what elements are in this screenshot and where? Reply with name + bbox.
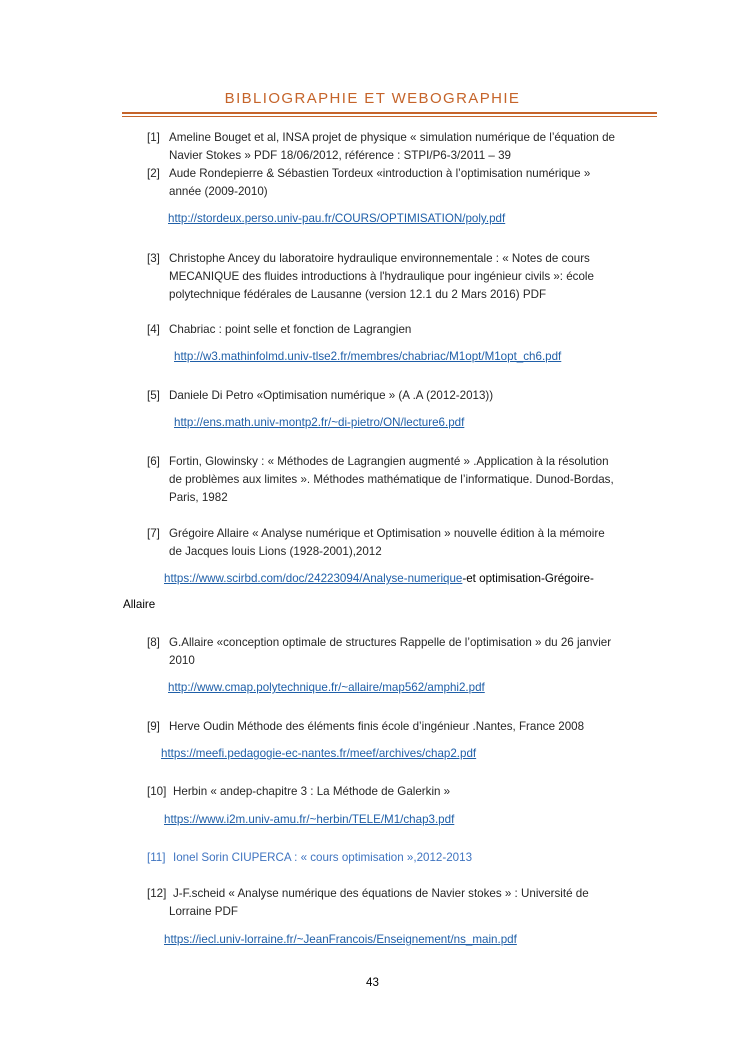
ref-number: [6] — [147, 455, 160, 468]
ref-text-line: Lorraine PDF — [169, 905, 238, 918]
ref-link[interactable]: https://iecl.univ-lorraine.fr/~JeanFrancois/Enseignement/ns_main.pdf — [164, 933, 517, 946]
ref-text-line: Grégoire Allaire « Analyse numérique et Optimisation » nouvelle édition à la mémoire — [169, 527, 605, 540]
ref-text-line: 2010 — [169, 654, 195, 667]
ref-number: [11] — [147, 851, 166, 864]
ref-number: [7] — [147, 527, 160, 540]
ref-link-line — [164, 570, 594, 588]
ref-text-line: Paris, 1982 — [169, 491, 228, 504]
ref-number: [10] — [147, 785, 167, 798]
ref-link-tail-wrap: Allaire — [123, 598, 156, 611]
ref-link[interactable]: https://www.scirbd.com/doc/24223094/Analyse-numerique — [164, 572, 463, 585]
ref-link[interactable]: http://ens.math.univ-montp2.fr/~di-pietro/ON/lecture6.pdf — [174, 416, 465, 429]
ref-text-line: Ameline Bouget et al, INSA projet de physique « simulation numérique de l’équation de — [169, 131, 615, 144]
title-rule-bottom — [122, 116, 657, 117]
ref-link[interactable]: https://meefi.pedagogie-ec-nantes.fr/meef/archives/chap2.pdf — [161, 747, 477, 760]
ref-link[interactable]: http://www.cmap.polytechnique.fr/~allaire/map562/amphi2.pdf — [168, 681, 485, 694]
ref-number: [2] — [147, 167, 160, 180]
ref-text-line: Daniele Di Petro «Optimisation numérique » (A .A (2012-2013)) — [169, 389, 494, 402]
ref-number: [8] — [147, 636, 160, 649]
ref-text-line: Chabriac : point selle et fonction de Lagrangien — [169, 323, 412, 336]
ref-text-line: G.Allaire «conception optimale de structures Rappelle de l’optimisation » du 26 janvier — [169, 636, 612, 649]
page-title: BIBLIOGRAPHIE ET WEBOGRAPHIE — [224, 90, 521, 107]
ref-text-line: Herve Oudin Méthode des éléments finis école d’ingénieur .Nantes, France 2008 — [169, 720, 585, 733]
ref-number: [9] — [147, 720, 160, 733]
ref-text-line: de Jacques louis Lions (1928-2001),2012 — [169, 545, 382, 558]
ref-text-line: Ionel Sorin CIUPERCA : « cours optimisation »,2012-2013 — [173, 851, 473, 864]
ref-number: [4] — [147, 323, 160, 336]
ref-text-line: MECANIQUE des fluides introductions à l'hydraulique pour ingénieur civils »: école — [169, 270, 594, 283]
ref-link-tail: -et optimisation-Grégoire- — [462, 572, 594, 585]
ref-text-line: Navier Stokes » PDF 18/06/2012, référence : STPI/P6-3/2011 – 39 — [169, 149, 511, 162]
ref-number: [3] — [147, 252, 160, 265]
ref-text-line: année (2009-2010) — [169, 185, 268, 198]
ref-text-line: polytechnique fédérales de Lausanne (version 12.1 du 2 Mars 2016) PDF — [169, 288, 547, 301]
ref-number: [5] — [147, 389, 160, 402]
ref-text-line: Herbin « andep-chapitre 3 : La Méthode de Galerkin » — [173, 785, 451, 798]
ref-text-line: Christophe Ancey du laboratoire hydraulique environnementale : « Notes de cours — [169, 252, 590, 265]
ref-text-line: Aude Rondepierre & Sébastien Tordeux «introduction à l’optimisation numérique » — [169, 167, 591, 180]
ref-link[interactable]: https://www.i2m.univ-amu.fr/~herbin/TELE/M1/chap3.pdf — [164, 813, 455, 826]
ref-link[interactable]: http://stordeux.perso.univ-pau.fr/COURS/OPTIMISATION/poly.pdf — [168, 212, 506, 225]
ref-number: [12] — [147, 887, 167, 900]
ref-text-line: Fortin, Glowinsky : « Méthodes de Lagrangien augmenté » .Application à la résolution — [169, 455, 609, 468]
ref-text-line: de problèmes aux limites ». Méthodes mathématique de l’informatique. Dunod-Bordas, — [169, 473, 614, 486]
page-number: 43 — [366, 976, 379, 989]
ref-text-line: J-F.scheid « Analyse numérique des équations de Navier stokes » : Université de — [173, 887, 589, 900]
ref-number: [1] — [147, 131, 160, 144]
ref-link[interactable]: http://w3.mathinfolmd.univ-tlse2.fr/membres/chabriac/M1opt/M1opt_ch6.pdf — [174, 350, 562, 363]
title-rule-top — [122, 112, 657, 114]
